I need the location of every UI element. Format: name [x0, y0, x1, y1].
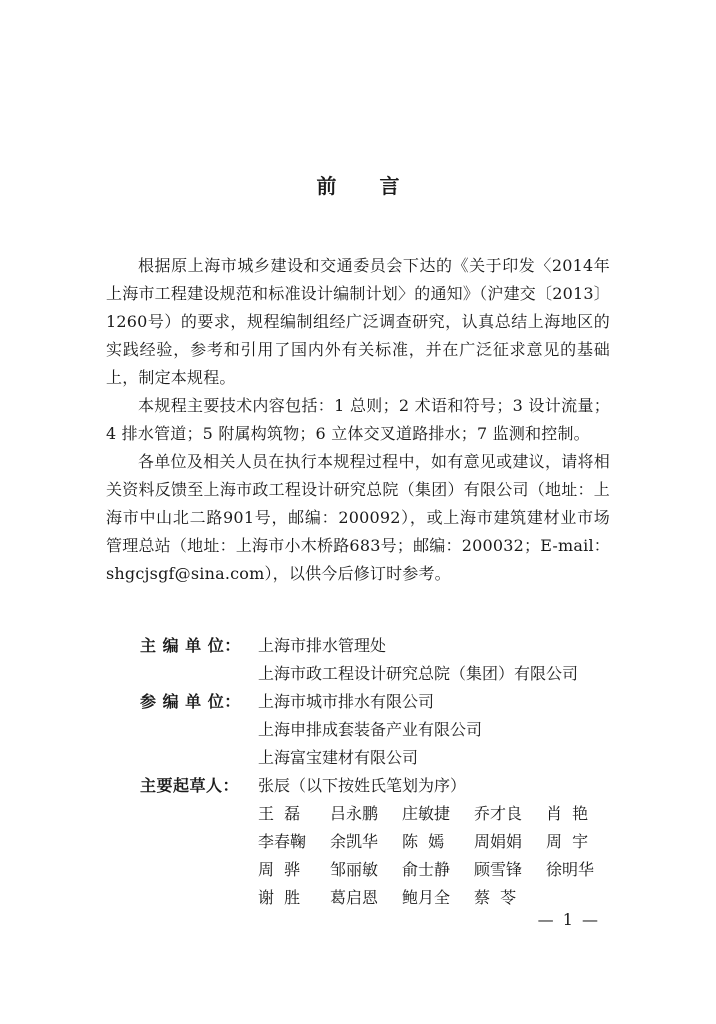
- drafters-list: [258, 800, 620, 912]
- participating-group: [140, 688, 620, 772]
- drafter-name: 乔才良: [474, 804, 523, 823]
- drafter-name: 蔡 苓: [474, 888, 517, 907]
- participating-units: [258, 688, 620, 772]
- drafter-name: 邹丽敏: [330, 860, 379, 879]
- drafters-values: [258, 772, 620, 912]
- chief-unit: 上海市排水管理处: [258, 636, 387, 655]
- drafter-name: 李春鞠: [258, 832, 307, 851]
- drafter-name: 周 宇: [546, 832, 589, 851]
- drafter-name: 王 磊: [258, 804, 301, 823]
- drafter-name: 顾雪锋: [474, 860, 523, 879]
- drafter-name: 葛启恩: [330, 888, 379, 907]
- drafter-name: 徐明华: [546, 860, 595, 879]
- page-number: — 1 —: [537, 910, 600, 929]
- drafter-name: 谢 胜: [258, 888, 301, 907]
- drafter-name: 陈 嫣: [402, 832, 445, 851]
- chief-unit: 上海市政工程设计研究总院（集团）有限公司: [258, 664, 579, 683]
- drafter-name: 俞士静: [402, 860, 451, 879]
- drafter-name: 余凯华: [330, 832, 379, 851]
- participating-label: 参 编 单 位：: [140, 692, 241, 711]
- credits-section: [140, 632, 620, 912]
- drafter-name: 周 骅: [258, 860, 301, 879]
- drafter-name: 鲍月全: [402, 888, 451, 907]
- participating-unit: 上海富宝建材有限公司: [258, 748, 419, 767]
- drafters-group: [140, 772, 620, 912]
- paragraph-feedback: 各单位及相关人员在执行本规程过程中，如有意见或建议，请将相关资料反馈至上海市政工程设计研究总院（集团）有限公司（地址：上海市中山北二路901号，邮编：200092），或上海市建筑建材业市场管理总站（地址：上海市小木桥路683号；邮编：200032；E-mail：shgcjsgf@sina.com），以供今后修订时参考。: [106, 452, 610, 583]
- chief-editor-label: 主 编 单 位：: [140, 636, 241, 655]
- participating-unit: 上海申排成套装备产业有限公司: [258, 720, 483, 739]
- drafter-name: 肖 艳: [546, 804, 589, 823]
- paragraph-background: 根据原上海市城乡建设和交通委员会下达的《关于印发〈2014年上海市工程建设规范和标准设计编制计划〉的通知》（沪建交〔2013〕1260号）的要求，规程编制组经广泛调查研究，认真总结上海地区的实践经验，参考和引用了国内外有关标准，并在广泛征求意见的基础上，制定本规程。: [106, 256, 610, 387]
- drafter-name: 吕永鹏: [330, 804, 379, 823]
- chief-editor-group: [140, 632, 620, 688]
- page-title: 前 言: [316, 174, 418, 198]
- lead-drafter: 张辰（以下按姓氏笔划为序）: [258, 776, 467, 795]
- preface-body: [106, 252, 610, 588]
- chief-editor-units: [258, 632, 620, 688]
- drafters-label: 主要起草人：: [140, 776, 240, 795]
- participating-unit: 上海市城市排水有限公司: [258, 692, 435, 711]
- drafter-name: 庄敏捷: [402, 804, 451, 823]
- paragraph-contents: 本规程主要技术内容包括：1 总则；2 术语和符号；3 设计流量；4 排水管道；5 附属构筑物；6 立体交叉道路排水；7 监测和控制。: [106, 396, 610, 443]
- drafter-name: 周娟娟: [474, 832, 523, 851]
